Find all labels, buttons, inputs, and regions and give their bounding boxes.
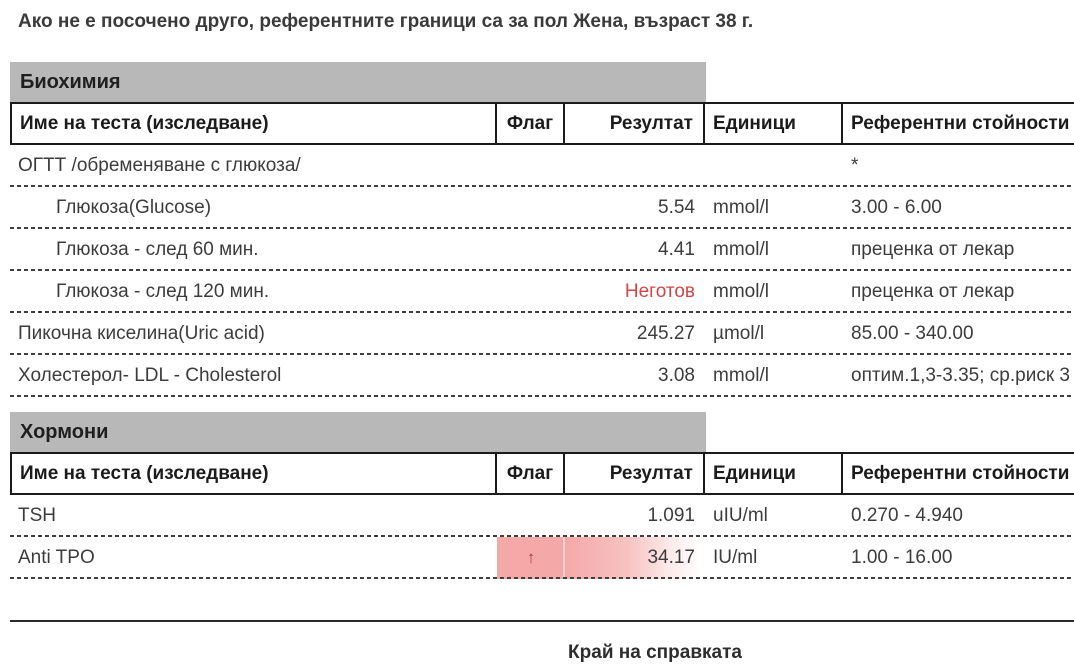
test-name: TSH (18, 505, 56, 526)
result-value: Неготов (624, 281, 695, 302)
flag-cell (497, 271, 565, 313)
reference-range: 0.270 - 4.940 (851, 505, 963, 526)
column-header-units: Единици (705, 452, 843, 495)
result-value (565, 145, 705, 187)
column-header-test-name: Име на теста (изследване) (10, 102, 497, 145)
reference-range: 3.00 - 6.00 (851, 197, 942, 218)
report-footer: Край на справката (568, 642, 742, 663)
reference-range: преценка от лекар (851, 239, 1015, 260)
units-value: mmol/l (713, 197, 769, 218)
results-section (10, 62, 1074, 397)
units-value (705, 145, 843, 187)
units-value: mmol/l (713, 365, 769, 386)
report-end-divider (10, 620, 1074, 622)
result-value: 5.54 (658, 197, 695, 218)
units-value: uIU/ml (713, 505, 768, 526)
table-row (10, 537, 1074, 579)
test-name: Холестерол- LDL - Cholesterol (18, 365, 282, 386)
column-header-flag: Флаг (497, 102, 565, 145)
reference-range: оптим.1,3-3.35; ср.риск 3 (851, 365, 1070, 386)
flag-cell (497, 313, 565, 355)
table-header-row (10, 452, 1074, 495)
column-header-result: Резултат (565, 452, 705, 495)
reference-disclaimer: Ако не е посочено друго, референтните граници са за пол Жена, възраст 38 г. (18, 11, 754, 32)
table-row (10, 271, 1074, 313)
column-header-result: Резултат (565, 102, 705, 145)
result-value: 1.091 (647, 505, 695, 526)
result-value: 4.41 (658, 239, 695, 260)
up-arrow-icon: ↑ (497, 537, 565, 579)
results-table (10, 452, 1074, 579)
flag-cell (497, 145, 565, 187)
test-name: ОГТТ /обременяване с глюкоза/ (18, 155, 301, 176)
units-value: IU/ml (713, 547, 758, 568)
reference-range: 1.00 - 16.00 (851, 547, 953, 568)
flag-cell (497, 229, 565, 271)
table-body (10, 495, 1074, 579)
table-header-row (10, 102, 1074, 145)
flag-cell (497, 187, 565, 229)
results-section (10, 412, 1074, 579)
section-title: Хормони (10, 412, 706, 452)
column-header-test-name: Име на теста (изследване) (10, 452, 497, 495)
result-value: 245.27 (636, 323, 695, 344)
column-header-reference: Референтни стойности (843, 102, 1074, 145)
column-header-flag: Флаг (497, 452, 565, 495)
test-name: Глюкоза - след 60 мин. (56, 239, 259, 260)
result-value: 3.08 (658, 365, 695, 386)
table-row (10, 229, 1074, 271)
table-row (10, 495, 1074, 537)
flag-cell (497, 355, 565, 397)
lab-report-document (0, 10, 1074, 664)
reference-range: 85.00 - 340.00 (851, 323, 974, 344)
units-value: mmol/l (713, 239, 769, 260)
reference-range: * (851, 155, 859, 176)
units-value: µmol/l (713, 323, 765, 344)
result-value: 34.17 (565, 537, 705, 579)
test-name: Глюкоза - след 120 мин. (56, 281, 270, 302)
results-sections (0, 62, 1074, 579)
flag-cell (497, 495, 565, 537)
results-table (10, 102, 1074, 397)
table-row (10, 355, 1074, 397)
test-name: Глюкоза(Glucose) (56, 197, 212, 218)
test-name: Anti TPO (18, 547, 95, 568)
reference-range: преценка от лекар (851, 281, 1015, 302)
test-name: Пикочна киселина(Uric acid) (18, 323, 265, 344)
table-row (10, 313, 1074, 355)
column-header-units: Единици (705, 102, 843, 145)
units-value: mmol/l (713, 281, 769, 302)
section-title: Биохимия (10, 62, 706, 102)
table-row (10, 187, 1074, 229)
table-row (10, 145, 1074, 187)
column-header-reference: Референтни стойности (843, 452, 1074, 495)
table-body (10, 145, 1074, 397)
